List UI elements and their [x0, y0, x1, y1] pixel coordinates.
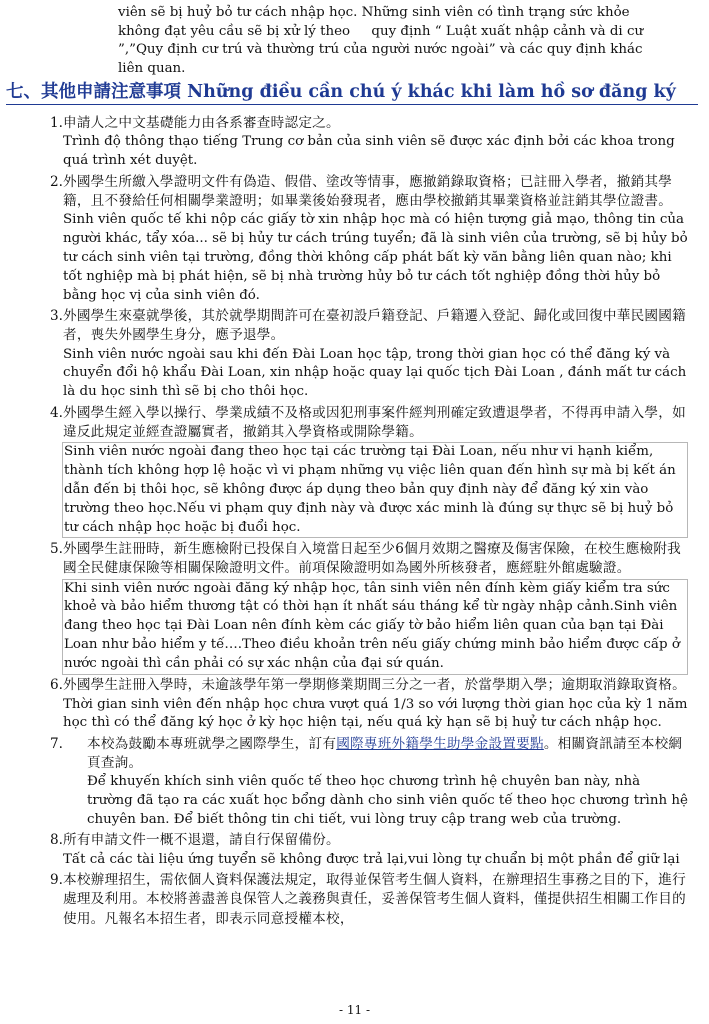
intro-line: ”,”Quy định cư trú và thường trú của người nước ngoài” và các quy định khác — [118, 42, 643, 57]
item-vietnamese-text: Khi sinh viên nước ngoài đăng ký nhập học, tân sinh viên nên đính kèm giấy kiểm tra sức khoẻ và bảo hiểm thương tật có thời hạn ít nhất sáu tháng kể từ ngày nhập cảnh.Sinh viên đang theo học tại Đài Loan nên đính kèm các giấy tờ bảo hiểm liên quan của bạn tại Đài Loan như bảo hiểm y tế….Theo điều khoản trên nếu giấy chứng minh bảo hiểm được cấp ở nước ngoài thì cần phải có sự xác nhận của đại sứ quán. — [62, 579, 688, 675]
item-chinese-text: 外國學生經入學以操行、學業成績不及格或因犯刑事案件經判刑確定致遭退學者，不得再申請入學，如違反此規定並經查證屬實者，撤銷其入學資格或開除學籍。 — [63, 404, 686, 440]
item-chinese-text: 外國學生來臺就學後，其於就學期間許可在臺初設戶籍登記、戶籍遷入登記、歸化或回復中華民國國籍者，喪失外國學生身分，應予退學。 — [63, 307, 686, 344]
item-chinese-text: 本校辦理招生，需依個人資料保護法規定，取得並保管考生個人資料，在辦理招生事務之目的下，進行處理及利用。本校將善盡善良保管人之義務與責任，妥善保管考生個人資料，僅提供招生相關工作目的使用。凡報名本招生者，即表示同意授權本校， — [63, 872, 686, 927]
list-item — [50, 404, 688, 539]
item-vietnamese-text: Sinh viên nước ngoài đang theo học tại các trường tại Đài Loan, nếu như vi hạnh kiểm, thành tích không hợp lệ hoặc vì vi phạm những vụ việc liên quan đến hình sự mà bị kết án dẫn đến bị thôi học, sẽ không được áp dụng theo bản quy định này để đăng ký xin vào trường theo học.Nếu vi phạm quy định này và được xác minh là đúng sự thực sẽ bị huỷ bỏ tư cách nhập học hoặc bị đuổi học. — [62, 442, 688, 538]
page-number: - 11 - — [338, 1003, 370, 1017]
item-vietnamese-text: Thời gian sinh viên đến nhập học chưa vượt quá 1/3 so với lượng thời gian học của kỳ 1 năm học thì có thể đăng ký học ở kỳ học hiện tại, nếu quá kỳ hạn sẽ bị huỷ tư cách nhập học. — [63, 696, 688, 731]
item-number: 3. — [50, 307, 63, 324]
item-number: 1. — [50, 115, 63, 131]
intro-line: không đạt yêu cầu sẽ bị xử lý theo quy định “ Luật xuất nhập cảnh và di cư — [118, 23, 644, 39]
intro-continuation — [118, 4, 678, 78]
item-chinese-text: 所有申請文件一概不退還，請自行保留備份。 — [63, 832, 340, 849]
item-chinese-text-start: 本校為鼓勵本專班就學之國際學生，訂有 — [87, 735, 337, 752]
list-item — [50, 307, 688, 402]
item-number: 8. — [50, 832, 63, 849]
item-vietnamese-text: Sinh viên nước ngoài sau khi đến Đài Loan học tập, trong thời gian học có thể đăng ký và chuyển đổi hộ khẩu Đài Loan, xin nhập hoặc quay lại quốc tịch Đài Loan , đánh mất tư cách là du học sinh thì sẽ bị cho thôi học. — [63, 346, 687, 400]
item-chinese-text: 外國學生所繳入學證明文件有偽造、假借、塗改等情事，應撤銷錄取資格；已註冊入學者，撤銷其學籍，且不發給任何相關學業證明；如畢業後始發現者，應由學校撤銷其畢業資格並註銷其學位證書。 — [63, 173, 673, 209]
item-number: 4. — [50, 404, 63, 421]
item-chinese-text: 外國學生註冊時，新生應檢附已投保自入境當日起至少6個月效期之醫療及傷害保險，在校生應檢附我國全民健康保險等相關保險證明文件。前項保險證明如為國外所核發者，應經駐外館處驗證。 — [63, 540, 682, 577]
list-item — [50, 114, 688, 171]
list-item — [50, 871, 688, 929]
item-vietnamese-text: Sinh viên quốc tế khi nộp các giấy tờ xin nhập học mà có hiện tượng giả mạo, thông tin của người khác, tẩy xóa... sẽ bị hủy tư cách trúng tuyển; đã là sinh viên của trường, sẽ bị hủy bỏ tư cách sinh viên tại trường, đồng thời không cấp phát bất kỳ văn bằng liên quan nào; khi tốt nghiệp mà bị phát hiện, sẽ bị nhà trường hủy bỏ tư cách tốt nghiệp đồng thời hủy bỏ bằng học vị của sinh viên đó. — [63, 212, 688, 303]
intro-line: liên quan. — [118, 60, 186, 76]
list-item — [50, 173, 688, 306]
item-vietnamese-text: Để khuyến khích sinh viên quốc tế theo học chương trình hệ chuyên ban này, nhà trường đã tạo ra các xuất học bổng dành cho sinh viên quốc tế theo học chương trình hệ chuyên ban. Để biết thông tin chi tiết, vui lòng truy cập trang web của trường. — [87, 774, 688, 827]
list-item — [50, 676, 688, 733]
item-number: 5. — [50, 540, 63, 557]
item-chinese-text — [87, 735, 688, 774]
item-number: 9. — [50, 872, 63, 888]
list-item — [50, 735, 688, 830]
item-number: 2. — [50, 173, 63, 190]
heading-underline — [6, 104, 698, 105]
item-vietnamese-text: Tất cả các tài liệu ứng tuyển sẽ không được trả lại,vui lòng tự chuẩn bị một phần để giữ lại — [63, 851, 680, 867]
list-item — [50, 540, 688, 675]
item-chinese-text: 外國學生註冊入學時，未逾該學年第一學期修業期間三分之一者，於當學期入學；逾期取消錄取資格。 — [63, 677, 686, 694]
section-heading: 七、其他申請注意事項 Những điều cần chú ý khác khi làm hồ sơ đăng ký — [6, 82, 676, 102]
scholarship-rules-link[interactable]: 國際專班外籍學生助學金設置要點 — [336, 735, 544, 752]
item-chinese-text: 申請人之中文基礎能力由各系審查時認定之。 — [63, 115, 340, 131]
item-number: 7. — [50, 735, 63, 752]
item-number: 6. — [50, 677, 63, 694]
item-vietnamese-text: Trình độ thông thạo tiếng Trung cơ bản của sinh viên sẽ được xác định bởi các khoa trong quá trình xét duyệt. — [63, 134, 675, 169]
intro-line: viên sẽ bị huỷ bỏ tư cách nhập học. Những sinh viên có tình trạng sức khỏe — [118, 5, 630, 20]
item-chinese-text-end: 。相關資訊請至本校網頁查詢。 — [87, 735, 683, 771]
notes-list — [50, 114, 688, 931]
list-item — [50, 831, 688, 869]
